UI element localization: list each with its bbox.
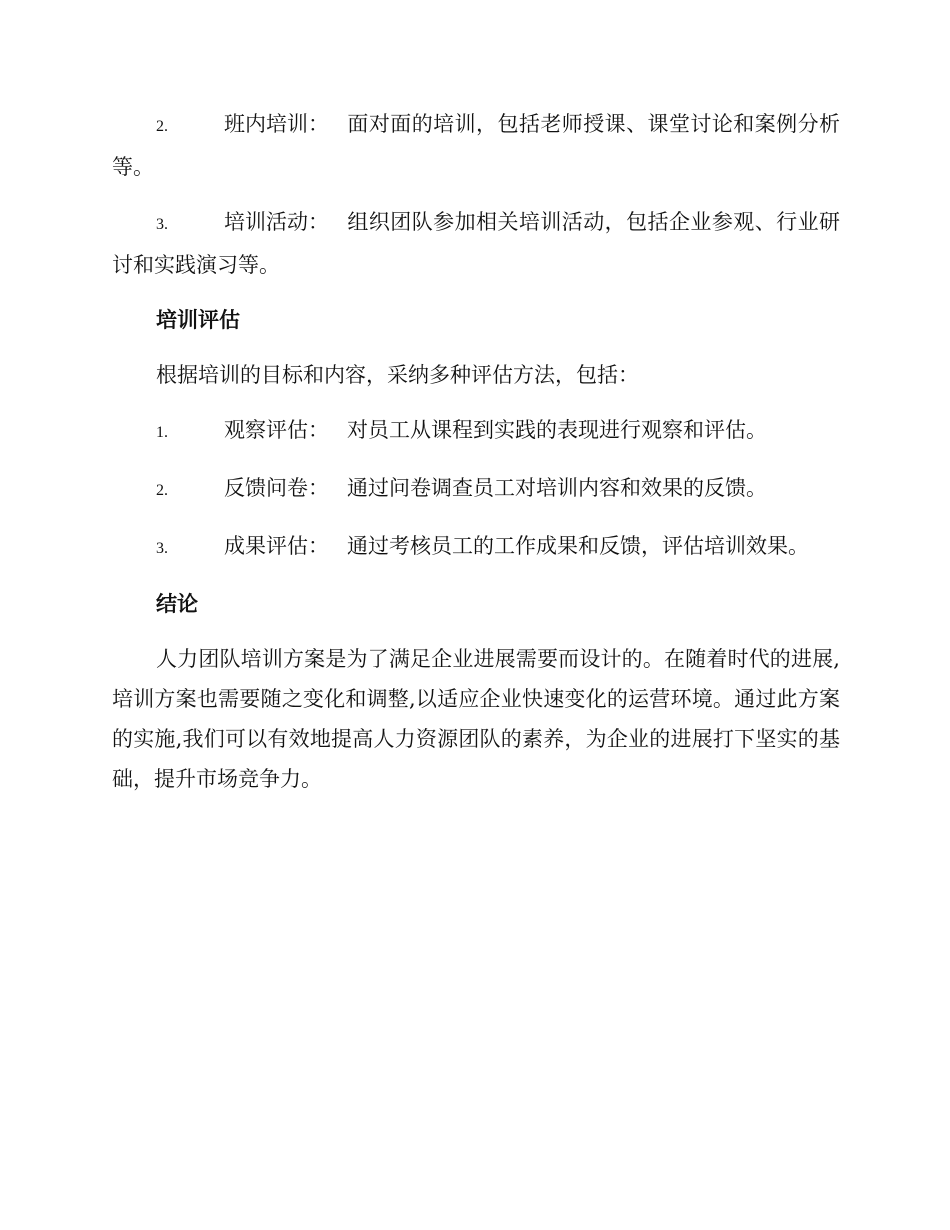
list-text: 通过问卷调查员工对培训内容和效果的反馈。 [347, 476, 767, 500]
list-label: 观察评估： [224, 418, 329, 442]
list-number: 3. [156, 540, 168, 557]
list-number: 2. [156, 118, 168, 135]
list-text: 组织团队参加相关培训活动，包括企业参观、行业研讨和实践演习等。 [112, 210, 840, 277]
list-label: 反馈问卷： [224, 476, 329, 500]
list-label: 培训活动： [224, 210, 329, 234]
list-item [112, 468, 840, 511]
list-item [112, 104, 840, 187]
conclusion-paragraph: 人力团队培训方案是为了满足企业进展需要而设计的。在随着时代的进展,培训方案也需要随之变化和调整,以适应企业快速变化的运营环境。通过此方案的实施,我们可以有效地提高人力资源团队的素养，为企业的进展打下坚实的基础，提升市场竞争力。 [112, 647, 840, 791]
list-number: 3. [156, 216, 168, 233]
list-label: 成果评估： [224, 534, 329, 558]
list-number: 2. [156, 482, 168, 499]
list-text: 通过考核员工的工作成果和反馈，评估培训效果。 [347, 534, 809, 558]
list-item [112, 410, 840, 453]
list-item [112, 526, 840, 569]
evaluation-intro: 根据培训的目标和内容，采纳多种评估方法，包括： [156, 363, 639, 387]
list-item [112, 202, 840, 285]
document-page [112, 104, 840, 814]
list-text: 对员工从课程到实践的表现进行观察和评估。 [347, 418, 767, 442]
list-number: 1. [156, 424, 168, 441]
list-label: 班内培训： [224, 112, 329, 136]
section-heading-evaluation: 培训评估 [156, 308, 240, 332]
list-text: 面对面的培训，包括老师授课、课堂讨论和案例分析等。 [112, 112, 840, 179]
section-heading-conclusion: 结论 [156, 592, 198, 616]
